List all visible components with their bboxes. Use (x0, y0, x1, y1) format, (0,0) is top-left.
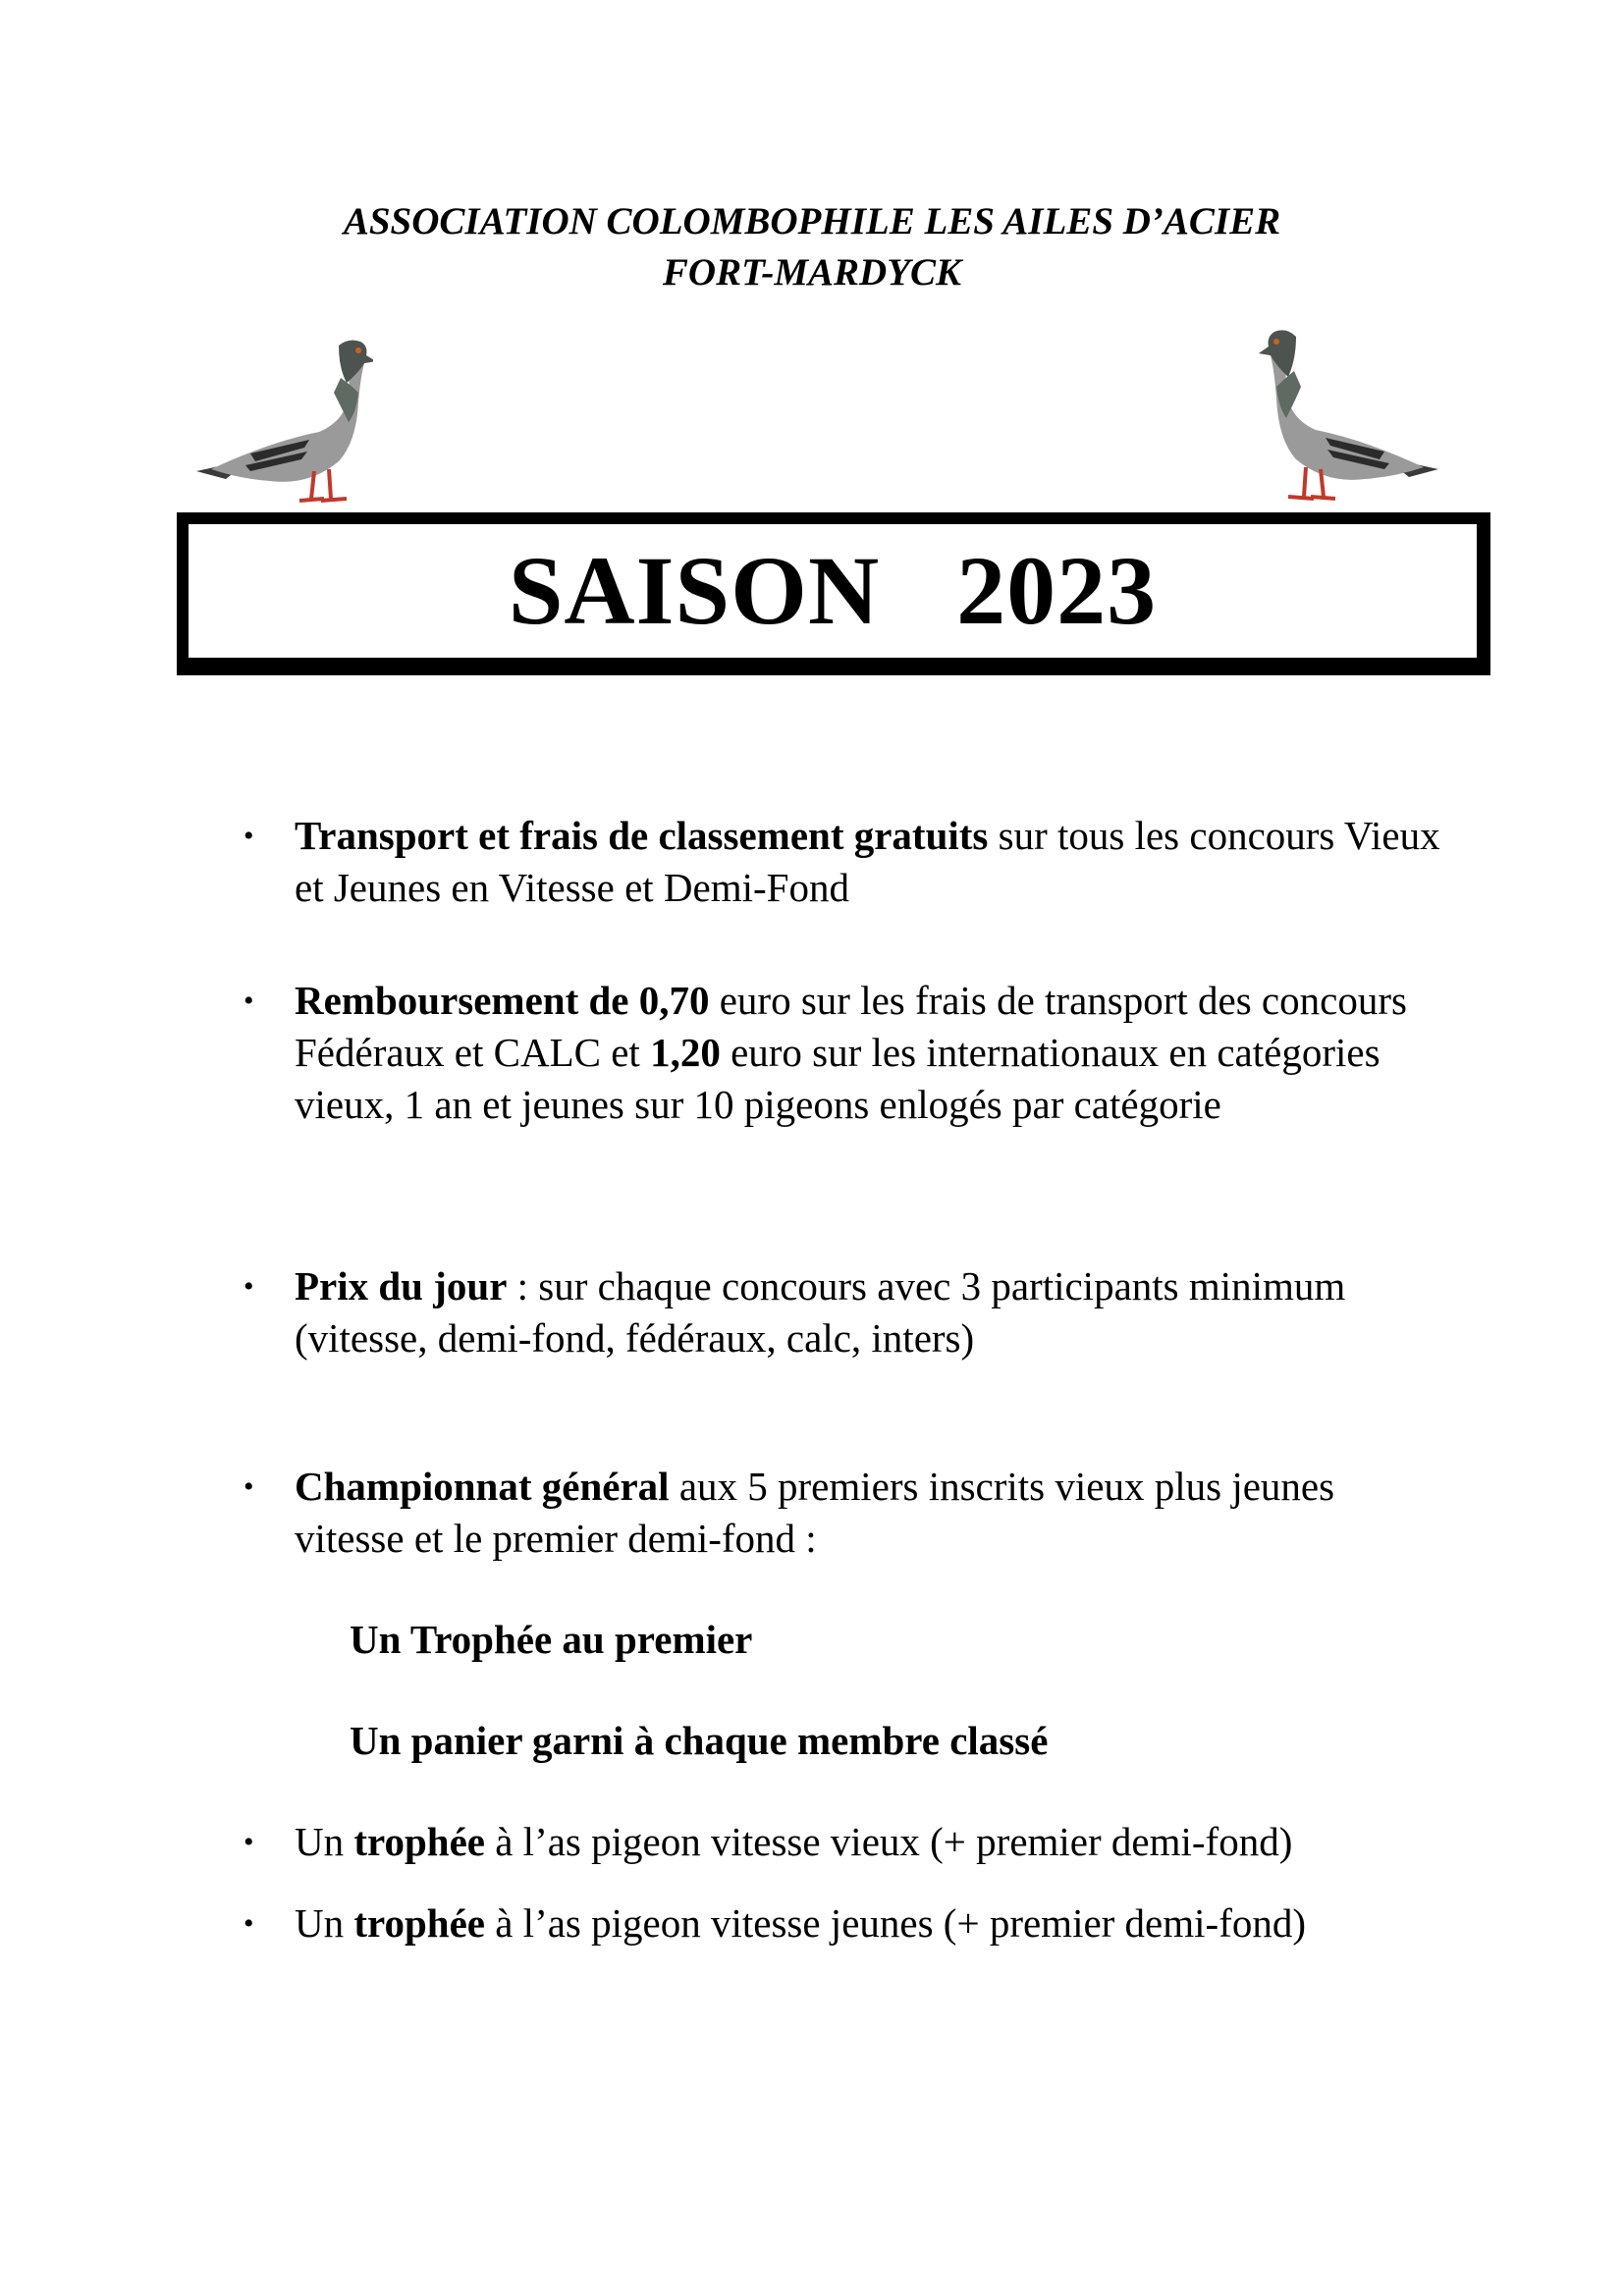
championnat-text: aux 5 premiers inscrits vieux plus jeunes vitesse et le premier demi-fond : (295, 1464, 1335, 1561)
bullet-icon: • (244, 1907, 254, 1940)
pigeon-icon (1257, 312, 1443, 508)
pigeon-icon (191, 324, 373, 510)
championnat-bold: Championnat général (295, 1464, 670, 1509)
prix-text: : sur chaque concours avec 3 participants minimum (vitesse, demi-fond, fédéraux, calc, inters) (295, 1263, 1346, 1361)
trophy-jeunes-text: à l’as pigeon vitesse jeunes (+ premier demi-fond) (484, 1900, 1306, 1946)
list-item-transport (244, 810, 1453, 914)
trophy-vieux-pre: Un (295, 1819, 354, 1864)
trophy-jeunes-pre: Un (295, 1900, 354, 1946)
remboursement-bold-1: Remboursement de 0,70 (295, 978, 710, 1023)
trophy-jeunes-bold: trophée (353, 1900, 485, 1946)
season-title: SAISON 2023 (508, 536, 1158, 645)
list-item-trophee-jeunes (244, 1897, 1453, 1949)
transport-text: sur tous les concours Vieux et Jeunes en Vitesse et Demi-Fond (295, 813, 1440, 910)
bullet-icon: • (244, 1270, 254, 1303)
list-item-championnat (244, 1461, 1453, 1565)
remboursement-bold-2: 1,20 (650, 1030, 721, 1075)
bullet-icon: • (244, 1826, 254, 1858)
remboursement-text-2: euro sur les internationaux en catégories vieux, 1 an et jeunes sur 10 pigeons enlogés par catégorie (295, 1030, 1380, 1127)
remboursement-text-1: euro sur les frais de transport des concours Fédéraux et CALC et (295, 978, 1407, 1075)
list-item-trophee-vieux (244, 1816, 1453, 1868)
bullet-icon: • (244, 1470, 254, 1503)
transport-bold: Transport et frais de classement gratuits (295, 813, 989, 858)
list-item-prix-du-jour (244, 1260, 1453, 1364)
sub-item-trophee-premier: Un Trophée au premier (350, 1617, 753, 1662)
trophy-vieux-bold: trophée (353, 1819, 485, 1864)
association-city: FORT-MARDYCK (662, 251, 962, 294)
prix-bold: Prix du jour (295, 1263, 508, 1308)
sub-item-panier-garni: Un panier garni à chaque membre classé (350, 1718, 1049, 1763)
trophy-vieux-text: à l’as pigeon vitesse vieux (+ premier demi-fond) (484, 1819, 1293, 1864)
header (0, 196, 1624, 298)
season-title-box (177, 512, 1490, 675)
bullet-icon: • (244, 820, 254, 852)
bullet-icon: • (244, 985, 254, 1017)
association-name: ASSOCIATION COLOMBOPHILE LES AILES D’ACIER (343, 200, 1281, 242)
list-item-remboursement (244, 975, 1453, 1131)
